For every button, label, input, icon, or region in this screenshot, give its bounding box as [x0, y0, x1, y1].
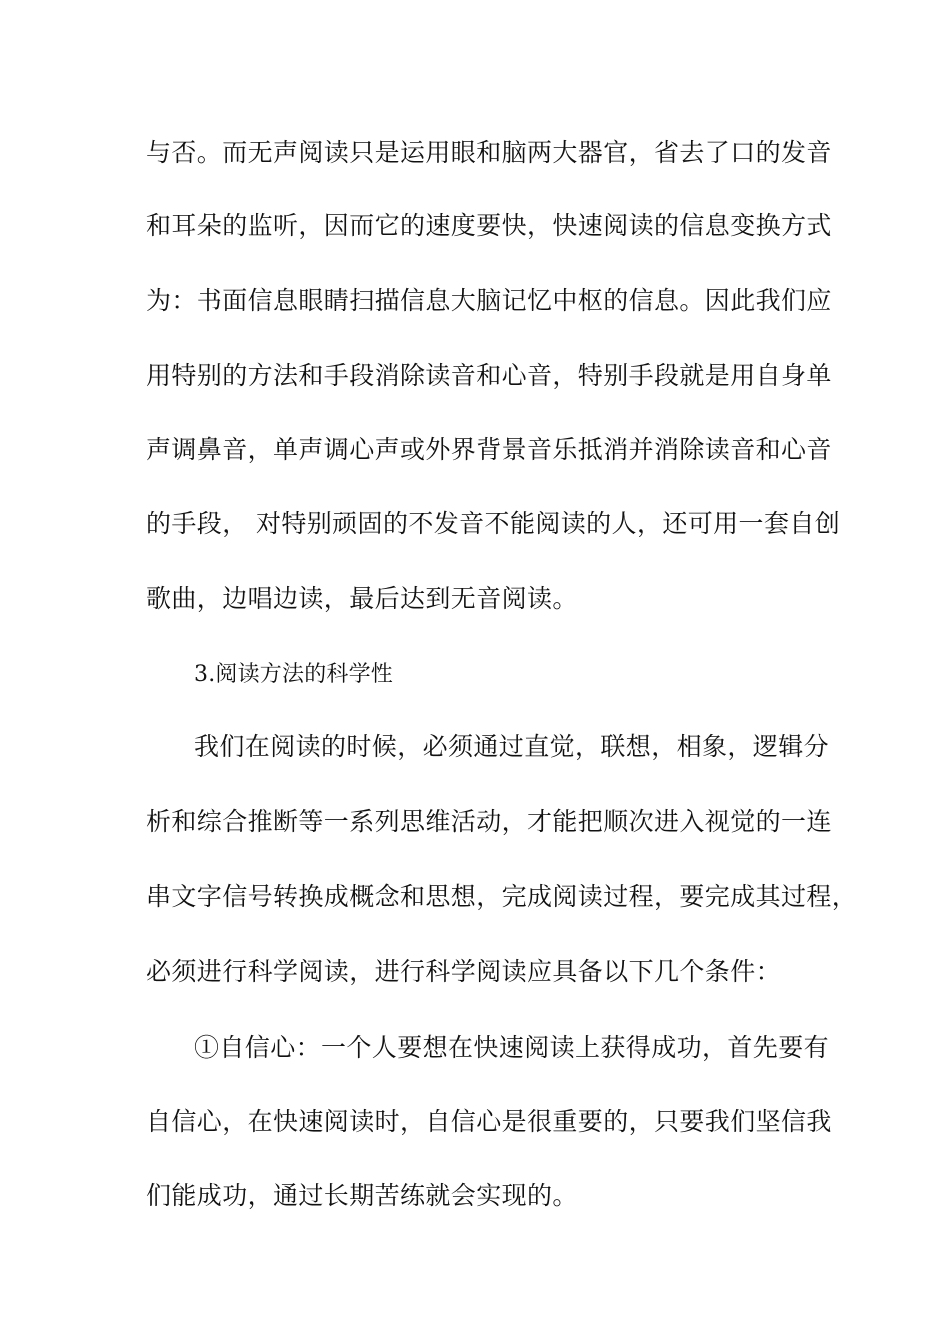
- paragraph-line-7: 歌曲，边唱边读，最后达到无音阅读。: [146, 584, 578, 613]
- paragraph-line-14: 自信心，在快速阅读时，自信心是很重要的，只要我们坚信我: [146, 1107, 832, 1136]
- paragraph-line-1: 与否。而无声阅读只是运用眼和脑两大器官，省去了口的发音: [146, 138, 832, 167]
- paragraph-line-15: 们能成功，通过长期苦练就会实现的。: [146, 1181, 578, 1210]
- paragraph-line-10: 析和综合推断等一系列思维活动，才能把顺次进入视觉的一连: [146, 807, 832, 836]
- paragraph-line-9: 我们在阅读的时候，必须通过直觉，联想，相象，逻辑分: [194, 732, 830, 761]
- paragraph-line-13: ①自信心：一个人要想在快速阅读上获得成功，首先要有: [194, 1033, 830, 1062]
- section-heading: 3.阅读方法的科学性: [194, 662, 393, 687]
- paragraph-line-5: 声调鼻音，单声调心声或外界背景音乐抵消并消除读音和心音: [146, 435, 832, 464]
- paragraph-line-11: 串文字信号转换成概念和思想，完成阅读过程，要完成其过程，: [146, 882, 858, 911]
- paragraph-line-3: 为：书面信息眼睛扫描信息大脑记忆中枢的信息。因此我们应: [146, 286, 832, 315]
- paragraph-line-12: 必须进行科学阅读，进行科学阅读应具备以下几个条件：: [146, 957, 782, 986]
- paragraph-line-6: 的手段， 对特别顽固的不发音不能阅读的人，还可用一套自创: [146, 509, 841, 538]
- paragraph-line-2: 和耳朵的监听，因而它的速度要快，快速阅读的信息变换方式: [146, 211, 832, 240]
- paragraph-line-4: 用特别的方法和手段消除读音和心音，特别手段就是用自身单: [146, 361, 832, 390]
